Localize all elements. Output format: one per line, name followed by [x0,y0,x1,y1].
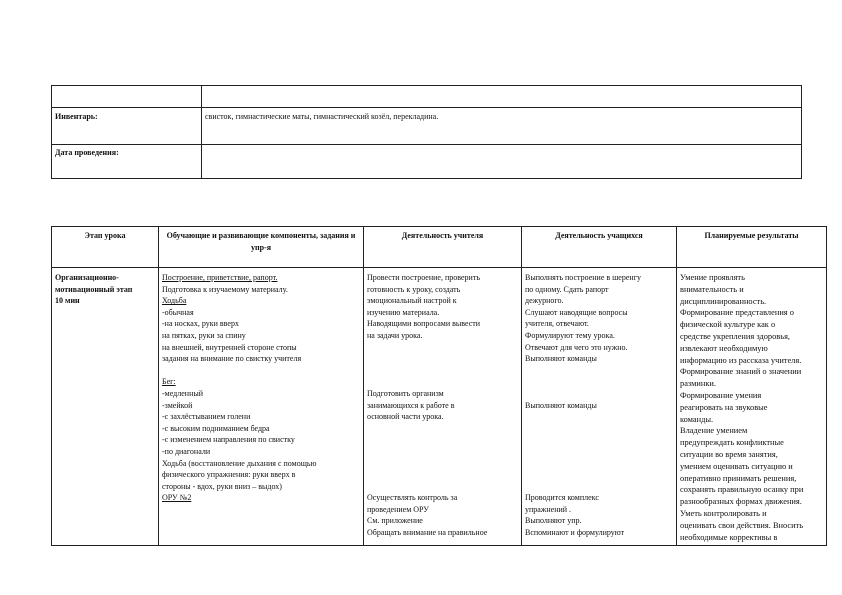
date-label: Дата проведения: [52,145,202,179]
spacer [367,365,518,377]
header-stage: Этап урока [52,227,159,268]
text-line: -с захлёстыванием голени [162,412,251,422]
spacer [525,481,673,493]
text-line: Обращать внимание на правильное [367,528,488,538]
text-line: ситуации во время занятия, [680,449,778,459]
stage-line: мотивационный этап [55,284,133,294]
text-line: Вспоминают и формулируют [525,528,625,538]
text-line: Выполняют команды [525,354,597,364]
text-line: необходимые коррективы в [680,532,778,542]
text-line: упражнений . [525,504,572,514]
text-line: -с высоким подниманием бедра [162,423,270,433]
text-line: Формирование знаний о значении [680,367,802,377]
text-line: физической культуре как о [680,320,776,330]
results-cell [677,268,827,546]
text-line: дисциплинированность. [680,296,767,306]
header-results: Планируемые результаты [677,227,827,268]
date-value [202,145,802,179]
spacer [525,388,673,400]
text-line: сохранять правильную осанку при [680,485,804,495]
text-line: -медленный [162,388,204,398]
text-line: Формулируют тему урока. [525,330,615,340]
spacer [525,423,673,435]
text-line: -по диагонали [162,446,211,456]
text-line: предупреждать конфликтные [680,438,784,448]
text-line: реагировать на звуковые [680,402,768,412]
text-line: Ходьба (восстановление дыхания с помощью [162,458,317,468]
text-line: Наводящими вопросами вывести [367,319,481,329]
text-line: основной части урока. [367,412,444,422]
text-line: разнообразных формах движения. [680,497,802,507]
spacer [525,434,673,446]
text-line: Владение умением [680,426,748,436]
text-line: информацию из рассказа учителя. [680,355,802,365]
header-teacher: Деятельность учителя [364,227,522,268]
teacher-cell [364,268,522,546]
spacer [525,469,673,481]
spacer [367,423,518,435]
text-line: проведением ОРУ [367,504,429,514]
blank-row [52,86,802,108]
text-line: -змейкой [162,400,193,410]
header-components: Обучающие и развивающие компоненты, задания и упр-я [159,227,364,268]
text-line: задания на внимание по свистку учителя [162,354,302,364]
text-line: эмоциональный настрой к [367,296,457,306]
spacer [367,458,518,470]
stage-cell [52,268,159,546]
components-cell [159,268,364,546]
inventory-value: свисток, гимнастические маты, гимнастический козёл, перекладина. [202,108,802,145]
text-line: оценивать свои действия. Вносить [680,520,804,530]
text-line: ОРУ №2 [162,493,192,503]
spacer [367,446,518,458]
text-line: команды. [680,414,714,424]
text-line: дежурного. [525,296,564,306]
spacer [525,458,673,470]
text-line: разминки. [680,379,717,389]
spacer [367,353,518,365]
text-line: Осуществлять контроль за [367,493,458,503]
text-line: извлекают необходимую [680,343,768,353]
text-line: изучению материала. [367,307,440,317]
text-line: -обычная [162,307,194,317]
stage-line: Организационно- [55,273,119,282]
inventory-row [52,108,802,145]
text-line: внимательность и [680,284,744,294]
text-line: Слушают наводящие вопросы [525,307,628,317]
inventory-table [51,85,802,179]
text-line: по одному. Сдать рапорт [525,284,609,294]
header-students: Деятельность учащихся [522,227,677,268]
text-line: оперативно принимать решения, [680,473,797,483]
text-line: -с изменением направления по свистку [162,435,295,445]
lesson-plan-table [51,226,827,546]
text-line: на внешней, внутренней стороне стопы [162,342,297,352]
text-line: Формирование умения [680,390,762,400]
text-line: стороны - вдох, руки вниз – выдох) [162,481,282,491]
spacer [525,365,673,377]
text-line: учителя, отвечают. [525,319,589,329]
text-line: Выполнять построение в шеренгу [525,273,641,282]
spacer [525,411,673,423]
text-line: Подготовить организм [367,388,444,398]
text-line: физического упражнения: руки вверх в [162,470,296,480]
text-line: готовность к уроку, создать [367,284,461,294]
text-line: умением оценивать ситуацию и [680,461,793,471]
spacer [367,434,518,446]
blank-label-cell [52,86,202,108]
text-line: Провести построение, проверить [367,273,480,282]
stage-line: 10 мин [55,296,80,306]
text-line: Умение проявлять [680,273,745,282]
text-line: Проводится комплекс [525,493,599,503]
text-line: занимающихся к работе в [367,400,455,410]
students-cell [522,268,677,546]
spacer [367,481,518,493]
spacer [367,469,518,481]
text-line: средстве укрепления здоровья, [680,331,791,341]
text-line: Ходьба [162,296,187,306]
spacer [367,342,518,354]
text-line: Выполняют упр. [525,516,582,526]
inventory-label: Инвентарь: [52,108,202,145]
text-line: Отвечают для чего это нужно. [525,342,628,352]
text-line: См. приложение [367,516,423,526]
spacer [525,376,673,388]
spacer [367,376,518,388]
text-line: Выполняют команды [525,400,597,410]
text-line: Формирование представления о [680,308,794,318]
text-line: Подготовка к изучаемому материалу. [162,284,288,294]
header-row [52,227,827,268]
text-line: на задачи урока. [367,330,423,340]
text-line: Уметь контролировать и [680,508,767,518]
text-line: Построение, приветствие, рапорт. [162,273,278,282]
blank-value-cell [202,86,802,108]
text-line: -на носках, руки вверх [162,319,239,329]
stage-row [52,268,827,546]
spacer [525,446,673,458]
text-line: Бег: [162,377,176,387]
date-row [52,145,802,179]
spacer [162,365,360,377]
text-line: на пятках, руки за спину [162,330,246,340]
